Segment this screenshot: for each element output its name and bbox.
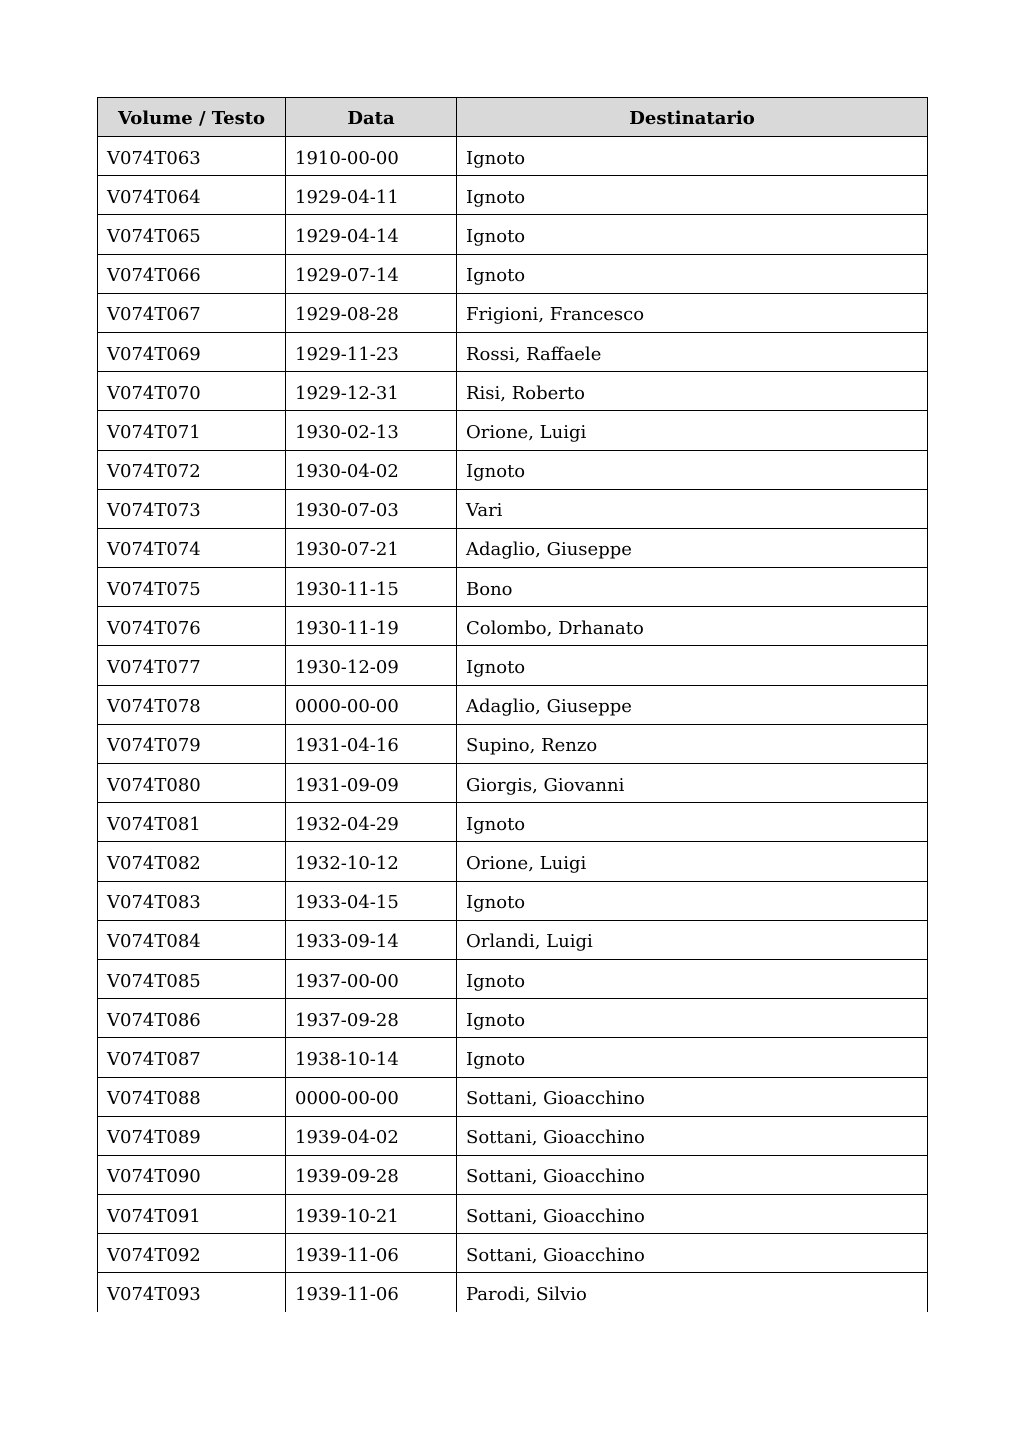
cell-data: 1929-12-31 xyxy=(286,372,457,411)
table-row xyxy=(98,764,928,803)
cell-data: 1937-09-28 xyxy=(286,999,457,1038)
letters-table xyxy=(97,97,928,1312)
table-row xyxy=(98,1155,928,1194)
cell-destinatario: Bono xyxy=(457,568,928,607)
table-row xyxy=(98,568,928,607)
cell-data: 1933-04-15 xyxy=(286,881,457,920)
header-row xyxy=(98,98,928,137)
cell-destinatario: Ignoto xyxy=(457,803,928,842)
table-row xyxy=(98,1234,928,1273)
cell-data: 1930-11-15 xyxy=(286,568,457,607)
cell-data: 1932-04-29 xyxy=(286,803,457,842)
table-row xyxy=(98,724,928,763)
table-header xyxy=(98,98,928,137)
cell-volume-testo: V074T082 xyxy=(98,842,286,881)
cell-destinatario: Orlandi, Luigi xyxy=(457,920,928,959)
table-row xyxy=(98,920,928,959)
cell-data: 1929-04-14 xyxy=(286,215,457,254)
table-row xyxy=(98,293,928,332)
cell-destinatario: Ignoto xyxy=(457,176,928,215)
cell-destinatario: Ignoto xyxy=(457,215,928,254)
cell-destinatario: Ignoto xyxy=(457,137,928,176)
cell-volume-testo: V074T075 xyxy=(98,568,286,607)
cell-data: 1932-10-12 xyxy=(286,842,457,881)
cell-volume-testo: V074T071 xyxy=(98,411,286,450)
cell-data: 1929-07-14 xyxy=(286,254,457,293)
table-row xyxy=(98,1273,928,1312)
column-header-destinatario: Destinatario xyxy=(457,98,928,137)
table-row xyxy=(98,372,928,411)
table-row xyxy=(98,881,928,920)
cell-destinatario: Ignoto xyxy=(457,254,928,293)
cell-data: 1930-11-19 xyxy=(286,607,457,646)
cell-volume-testo: V074T081 xyxy=(98,803,286,842)
cell-destinatario: Sottani, Gioacchino xyxy=(457,1116,928,1155)
cell-volume-testo: V074T086 xyxy=(98,999,286,1038)
cell-volume-testo: V074T083 xyxy=(98,881,286,920)
cell-volume-testo: V074T073 xyxy=(98,489,286,528)
cell-volume-testo: V074T063 xyxy=(98,137,286,176)
cell-data: 1930-04-02 xyxy=(286,450,457,489)
cell-destinatario: Frigioni, Francesco xyxy=(457,293,928,332)
cell-data: 1939-11-06 xyxy=(286,1273,457,1312)
cell-volume-testo: V074T077 xyxy=(98,646,286,685)
table-row xyxy=(98,1195,928,1234)
cell-destinatario: Ignoto xyxy=(457,999,928,1038)
cell-data: 1930-07-21 xyxy=(286,528,457,567)
table-row xyxy=(98,842,928,881)
cell-destinatario: Ignoto xyxy=(457,450,928,489)
cell-data: 1929-04-11 xyxy=(286,176,457,215)
table-row xyxy=(98,176,928,215)
table-row xyxy=(98,137,928,176)
cell-volume-testo: V074T070 xyxy=(98,372,286,411)
cell-data: 1910-00-00 xyxy=(286,137,457,176)
cell-destinatario: Ignoto xyxy=(457,646,928,685)
cell-data: 1939-09-28 xyxy=(286,1155,457,1194)
cell-destinatario: Rossi, Raffaele xyxy=(457,332,928,371)
cell-data: 1931-04-16 xyxy=(286,724,457,763)
cell-data: 1939-10-21 xyxy=(286,1195,457,1234)
cell-data: 1929-08-28 xyxy=(286,293,457,332)
table-row xyxy=(98,685,928,724)
cell-destinatario: Giorgis, Giovanni xyxy=(457,764,928,803)
cell-data: 0000-00-00 xyxy=(286,1077,457,1116)
table-row xyxy=(98,215,928,254)
cell-data: 1929-11-23 xyxy=(286,332,457,371)
cell-volume-testo: V074T085 xyxy=(98,959,286,998)
cell-volume-testo: V074T066 xyxy=(98,254,286,293)
cell-volume-testo: V074T090 xyxy=(98,1155,286,1194)
table-row xyxy=(98,1077,928,1116)
cell-volume-testo: V074T079 xyxy=(98,724,286,763)
cell-destinatario: Vari xyxy=(457,489,928,528)
table-body xyxy=(98,137,928,1313)
cell-destinatario: Parodi, Silvio xyxy=(466,1284,587,1306)
cell-destinatario: Ignoto xyxy=(457,1038,928,1077)
cell-volume-testo: V074T080 xyxy=(98,764,286,803)
table-row xyxy=(98,450,928,489)
cell-destinatario: Sottani, Gioacchino xyxy=(457,1195,928,1234)
cell-data: 1939-04-02 xyxy=(286,1116,457,1155)
cell-volume-testo: V074T089 xyxy=(98,1116,286,1155)
cell-data: 1933-09-14 xyxy=(286,920,457,959)
table-row xyxy=(98,1116,928,1155)
table-row xyxy=(98,803,928,842)
cell-destinatario: Adaglio, Giuseppe xyxy=(457,685,928,724)
cell-volume-testo: V074T088 xyxy=(98,1077,286,1116)
cell-destinatario: Orione, Luigi xyxy=(457,411,928,450)
table-row xyxy=(98,646,928,685)
cell-data: 1938-10-14 xyxy=(286,1038,457,1077)
cell-data: 1930-12-09 xyxy=(286,646,457,685)
cell-volume-testo: V074T087 xyxy=(98,1038,286,1077)
column-header-volume-testo: Volume / Testo xyxy=(98,98,286,137)
column-header-data: Data xyxy=(286,98,457,137)
cell-destinatario: Orione, Luigi xyxy=(457,842,928,881)
table-row xyxy=(98,332,928,371)
cell-volume-testo: V074T065 xyxy=(98,215,286,254)
table-row xyxy=(98,411,928,450)
cell-volume-testo: V074T072 xyxy=(98,450,286,489)
cell-data: 1930-02-13 xyxy=(286,411,457,450)
cell-destinatario: Supino, Renzo xyxy=(457,724,928,763)
cell-volume-testo: V074T074 xyxy=(98,528,286,567)
cell-destinatario: Ignoto xyxy=(457,959,928,998)
cell-destinatario: Sottani, Gioacchino xyxy=(457,1077,928,1116)
cell-volume-testo: V074T067 xyxy=(98,293,286,332)
cell-volume-testo: V074T069 xyxy=(98,332,286,371)
cell-destinatario: Colombo, Drhanato xyxy=(457,607,928,646)
table-row xyxy=(98,528,928,567)
cell-data: 1930-07-03 xyxy=(286,489,457,528)
cell-destinatario: Sottani, Gioacchino xyxy=(457,1155,928,1194)
cell-destinatario: Ignoto xyxy=(457,881,928,920)
cell-data: 1939-11-06 xyxy=(286,1234,457,1273)
cell-volume-testo: V074T076 xyxy=(98,607,286,646)
cell-volume-testo: V074T093 xyxy=(98,1273,286,1312)
cell-data: 1937-00-00 xyxy=(286,959,457,998)
table-row xyxy=(98,959,928,998)
cell-volume-testo: V074T078 xyxy=(98,685,286,724)
table-row xyxy=(98,1038,928,1077)
cell-destinatario: Sottani, Gioacchino xyxy=(457,1234,928,1273)
cell-volume-testo: V074T092 xyxy=(98,1234,286,1273)
cell-data: 1931-09-09 xyxy=(286,764,457,803)
cell-destinatario: Adaglio, Giuseppe xyxy=(457,528,928,567)
cell-volume-testo: V074T084 xyxy=(98,920,286,959)
cell-volume-testo: V074T064 xyxy=(98,176,286,215)
cell-data: 0000-00-00 xyxy=(286,685,457,724)
table-row xyxy=(98,999,928,1038)
cell-volume-testo: V074T091 xyxy=(98,1195,286,1234)
table-row xyxy=(98,607,928,646)
table-row xyxy=(98,254,928,293)
cell-destinatario: Risi, Roberto xyxy=(457,372,928,411)
table-row xyxy=(98,489,928,528)
